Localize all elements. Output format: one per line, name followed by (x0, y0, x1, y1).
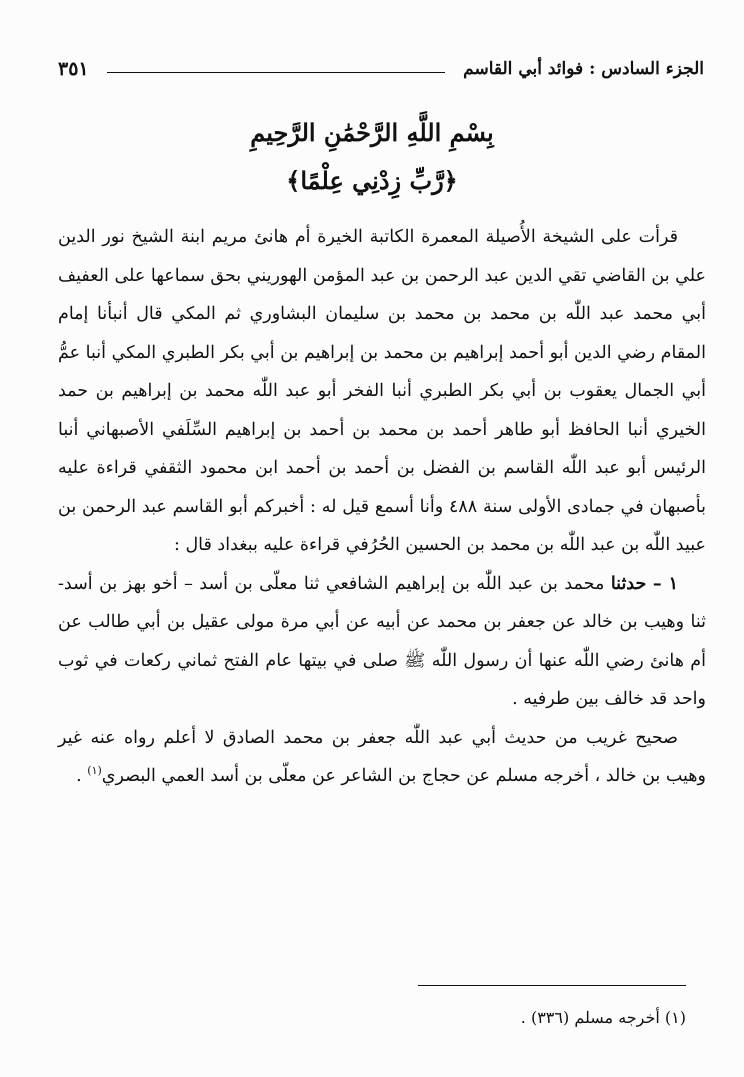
header-title: الجزء السادس : فوائد أبي القاسم (463, 59, 704, 79)
hadith-paragraph (58, 565, 706, 719)
footnote-divider (418, 985, 686, 986)
running-header (58, 52, 704, 86)
header-rule (107, 72, 446, 73)
grading-end: . (76, 766, 88, 786)
grading-text: صحيح غريب من حديث أبي عبد اللّٰه جعفر بن محمد الصادق لا أعلم رواه عنه غير وهيب بن خالد ، أخرجه مسلم عن حجاج بن الشاعر عن معلّى بن أسد العمي البصري (58, 727, 706, 786)
invocation-verse: ﴿رَّبِّ زِدْنِي عِلْمًا﴾ (286, 166, 458, 195)
basmala: بِسْمِ اللَّهِ الرَّحْمَٰنِ الرَّحِيمِ (250, 118, 494, 147)
isnad-paragraph: قرأت على الشيخة الأُصيلة المعمرة الكاتبة الخيرة أم هانئ مريم ابنة الشيخ نور الدين علي بن القاضي تقي الدين عبد الرحمن بن عبد المؤمن الهوريني بحق سماعها على العفيف أبي محمد عبد اللّٰه بن محمد بن محمد بن سليمان البشاوري ثم المكي قال أنبأنا إمام المقام رضي الدين أبو أحمد إبراهيم بن محمد بن إبراهيم بن أبي بكر الطبري المكي أنبا عمُّ أبي الجمال يعقوب بن أبي بكر الطبري أنبا الفخر أبو عبد اللّٰه محمد بن إبراهيم بن حمد الخيري أنبا الحافظ أبو طاهر أحمد بن محمد بن أحمد بن إبراهيم السِّلَفي الأصبهاني أنبا الرئيس أبو عبد اللّٰه القاسم بن الفضل بن أحمد بن أحمد ابن محمود الثقفي قراءة عليه بأصبهان في جمادى الأولى سنة ٤٨٨ وأنا أسمع قيل له : أخبركم أبو القاسم عبد الرحمن بن عبيد اللّٰه بن عبد اللّٰه بن محمد بن الحسين الحُرُفي قراءة عليه ببغداد قال : (58, 227, 706, 555)
footnote-reference[interactable]: (١) (87, 764, 102, 778)
footnote: (١) أخرجه مسلم (٣٣٦) . (520, 1008, 686, 1027)
hadith-text: محمد بن عبد اللّٰه بن إبراهيم الشافعي ثنا معلّى بن أسد – أخو بهز بن أسد- ثنا وهيب بن خالد عن جعفر بن محمد عن أبيه عن أبي مرة مولى عقيل بن أبي طالب عن أم هانئ رضي اللّٰه عنها أن رسول اللّٰه ﷺ صلى في بيتها عام الفتح ثماني ركعات في ثوب واحد قد خالف بين طرفيه . (58, 573, 706, 709)
grading-paragraph (58, 719, 706, 796)
page-number: ٣٥١ (58, 58, 89, 80)
hadith-lead: حدثنا (610, 573, 647, 594)
main-text (58, 218, 706, 796)
hadith-number: ١ – (652, 573, 678, 594)
